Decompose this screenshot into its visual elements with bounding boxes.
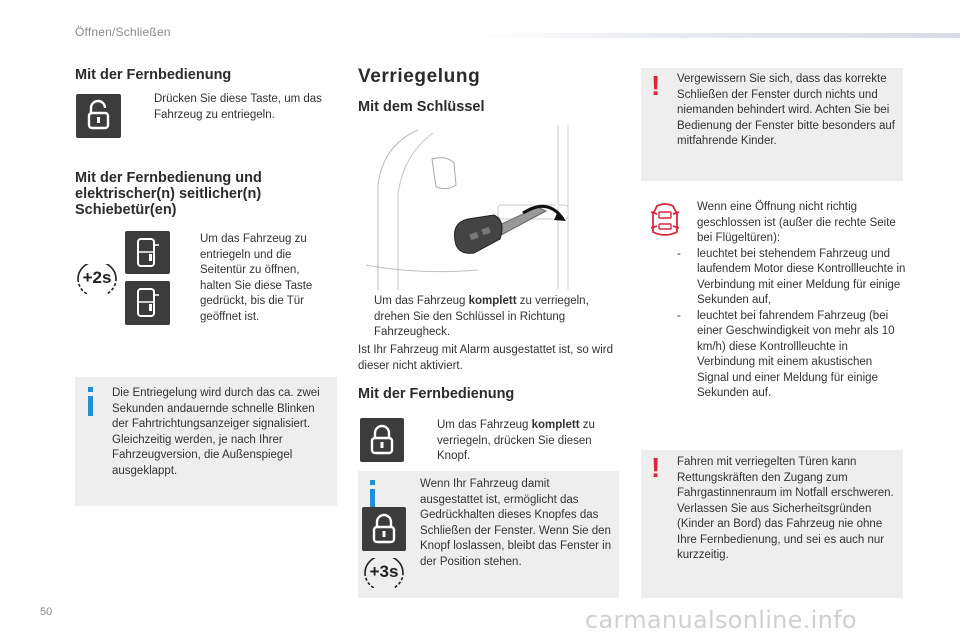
lock-icon [362, 507, 406, 551]
dash-mark: - [677, 309, 681, 322]
section-title-key: Mit dem Schlüssel [358, 99, 485, 115]
warning-box-windows [641, 68, 903, 181]
section-title-remote: Mit der Fernbedienung [75, 67, 232, 83]
hold-3s-label: +3s [369, 562, 399, 581]
sliding-door-button-top [125, 231, 170, 274]
sliding-door-icon [125, 281, 170, 325]
door-info-item [677, 309, 907, 402]
info-line-2: Gleichzeitig werden, je nach Ihrer Fahrzeugversion, die Außenspiegel ausgeklappt. [112, 433, 293, 477]
bullet-sliding-door [184, 232, 334, 325]
door-info [677, 200, 907, 402]
lock-icon [360, 418, 404, 462]
lock-button-image [362, 507, 406, 551]
header-decor-bar [470, 33, 960, 38]
door-info-item-2: leuchtet bei fahrendem Fahrzeug (bei einer Geschwindigkeit von mehr als 10 km/h) diese Kontrollleuchte in Verbindung mit einem akustischen Signal und einer Meldung für einige Sekunden auf. [697, 309, 895, 399]
bullet-text-post: zu verriegeln, drehen Sie den Schlüssel in Richtung Fahrzeugheck. [374, 295, 589, 338]
door-info-intro: Wenn eine Öffnung nicht richtig geschlossen ist (außer die rechte Seite bei Flügeltüren): [697, 201, 896, 244]
bullet-key-lock [358, 294, 618, 341]
info-icon [85, 387, 95, 417]
sliding-door-button-bottom [125, 281, 170, 325]
door-open-warning-icon [648, 200, 682, 240]
unlock-button-image [76, 94, 121, 138]
hold-2s-badge [75, 264, 119, 294]
lock-button-image [360, 418, 404, 462]
bullet-text [374, 294, 618, 341]
alarm-note: Ist Ihr Fahrzeug mit Alarm ausgestattet ist, so wird dieser nicht aktiviert. [358, 344, 614, 372]
info-line-1: Die Entriegelung wird durch das ca. zwei Sekunden andauernde schnelle Blinken der Fahrtrichtungsanzeiger signalisiert. [112, 387, 320, 430]
section-title-remote-sliding-door: Mit der Fernbedienung und elektrischer(n) seitlicher(n) Schiebetür(en) [75, 170, 262, 218]
warning-icon: ! [651, 452, 661, 483]
bullet-unlock [138, 92, 343, 123]
warning-text [677, 455, 899, 564]
bullet-mark [184, 232, 200, 325]
hold-2s-label: +2s [82, 268, 112, 287]
bullet-remote-lock [421, 418, 617, 465]
bullet-mark [421, 418, 437, 465]
info-text [112, 386, 330, 479]
bullet-text: Um das Fahrzeug zu entriegeln und die Seitentür zu öffnen, halten Sie diese Taste gedrückt, bis die Tür geöffnet ist. [200, 233, 313, 323]
sliding-door-icon [125, 231, 170, 274]
bullet-text-bold: komplett [531, 419, 580, 431]
info-box-unlock [75, 377, 337, 506]
info-box-windows [358, 471, 619, 598]
door-info-item [677, 247, 907, 309]
page-number: 50 [40, 606, 53, 618]
bullet-mark [358, 294, 374, 341]
door-info-item-1: leuchtet bei stehendem Fahrzeug und laufendem Motor diese Kontrollleuchte in Verbindung mit einer Meldung für einige Sekunden auf, [697, 247, 906, 306]
bullet-mark [138, 92, 154, 123]
key-illustration [358, 125, 618, 290]
warning-text: Vergewissern Sie sich, dass das korrekte Schließen der Fenster durch nichts und niemanden behindert wird. Achten Sie bei Bedienung der Fenster bitte besonders auf mitfahrende Kinder. [677, 73, 896, 147]
warning-box-locked-doors [641, 450, 903, 598]
page-header-title: Öffnen/Schließen [75, 25, 171, 39]
info-text: Wenn Ihr Fahrzeug damit ausgestattet ist, ermöglicht das Gedrückhalten dieses Knopfes das Schließen der Fenster. Wenn Sie den Knopf loslassen, bleibt das Fenster in der Position stehen. [420, 478, 612, 568]
bullet-text-post: zu verriegeln, drücken Sie diesen Knopf. [437, 419, 595, 462]
section-title-remote-lock: Mit der Fernbedienung [358, 386, 515, 402]
bullet-text-bold: komplett [468, 295, 517, 307]
bullet-text: Drücken Sie diese Taste, um das Fahrzeug zu entriegeln. [154, 93, 322, 121]
info-icon [367, 480, 377, 510]
bullet-text-pre: Um das Fahrzeug [374, 295, 469, 307]
warning-line-1: Fahren mit verriegelten Türen kann Rettungskräften den Zugang zum Fahrgastinnenraum im Notfall erschweren. [677, 456, 894, 499]
bullet-text [437, 418, 617, 465]
unlock-icon [76, 94, 121, 138]
watermark: carmanualsonline.info [585, 606, 857, 634]
bullet-text-pre: Um das Fahrzeug [437, 419, 532, 431]
dash-mark: - [677, 247, 681, 260]
warning-line-2: Verlassen Sie aus Sicherheitsgründen (Kinder an Bord) das Fahrzeug nie ohne Ihre Fernbedienung, und sei es auch nur kurzzeitig. [677, 502, 885, 561]
warning-icon: ! [651, 70, 661, 101]
section-title-locking: Verriegelung [358, 66, 481, 87]
hold-3s-badge [362, 558, 406, 588]
